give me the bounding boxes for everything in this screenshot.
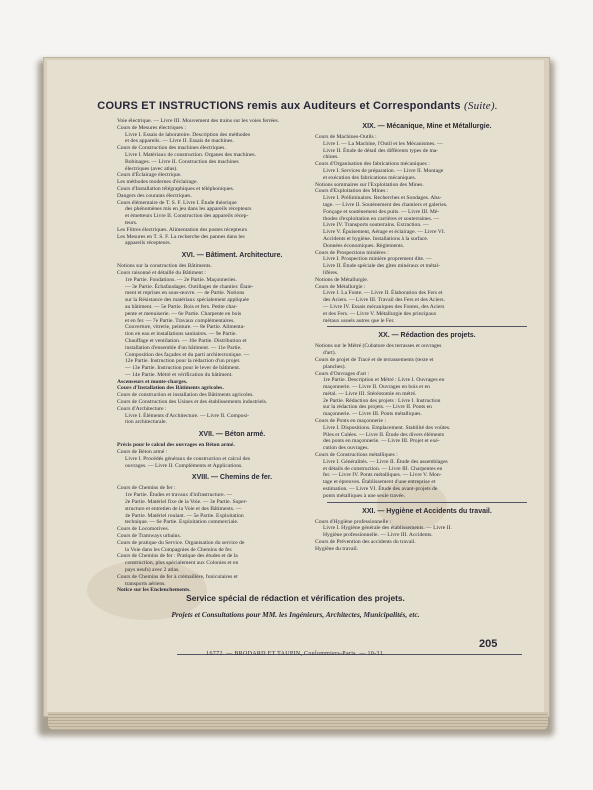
catalog-line: Cours d'Installation télégraphiques et téléphoniques.: [117, 185, 235, 192]
catalog-line: la Voie dans les Compagnies de Chemins de fer.: [125, 546, 233, 553]
catalog-line: Livre V. Épuisement, Aérage et éclairage. — Livre VI.: [323, 229, 446, 236]
catalog-line: tage et épreuves. Établissement d'une entreprise et: [323, 479, 436, 486]
catalog-line: Hygiène du travail.: [315, 545, 359, 552]
catalog-line: 2e Partie. Rédaction des projets : Livre I. Instruction: [323, 397, 441, 404]
catalog-line: Cours de Chemins de fer : Pratique des études et de la: [117, 553, 238, 560]
catalog-line: Notice sur les Enclenchements.: [117, 587, 191, 594]
catalog-line: Cours de Ponts en maçonnerie :: [315, 418, 386, 425]
catalog-line: ouvrages. — Livre II. Compléments et Applications.: [125, 462, 243, 469]
document-page: [47, 60, 544, 712]
right-column: [315, 118, 539, 553]
page-title-suite: (Suite).: [464, 100, 498, 112]
catalog-line: Les méthodes modernes d'éclairage.: [117, 179, 198, 186]
catalog-line: Ascenseurs et monte-charges.: [117, 378, 188, 385]
catalog-line: Cours de Chemins de fer :: [117, 485, 176, 492]
catalog-line: Les Mesures en T. S. F. La recherche des pannes dans les: [117, 233, 245, 240]
catalog-line: des ponts en maçonnerie. — Livre III. Projet et exé-: [323, 438, 440, 445]
projets-line: Projets et Consultations pour MM. les Ingénieurs, Architectes, Municipalités, etc.: [171, 610, 420, 619]
catalog-line: maçonnerie. — Livre II. Ouvrages en bois et en: [323, 384, 430, 391]
catalog-line: Cours d'Organisation des fabrications mécaniques :: [315, 161, 430, 168]
catalog-line: pente et menuiserie. — 6e Partie. Charpente en bois: [125, 310, 242, 317]
catalog-line: thodes d'exploitation en carrières et souterraines. —: [323, 215, 440, 222]
catalog-line: Cours de Constructions métalliques :: [315, 452, 398, 459]
printer-line: 16772. — BRODARD ET TAUPIN, Coulommiers-Paris. — 10-31.: [206, 651, 385, 657]
catalog-line: Fonçage et soutènement des puits. — Livre III. Mé-: [323, 208, 440, 215]
catalog-line: Données économiques. Règlements.: [323, 242, 405, 249]
catalog-line: sur la rédaction des projets. — Livre II. Ponts en: [323, 404, 432, 411]
catalog-line: des Aciers. — Livre III. Travail des Fers et des Aciers.: [323, 297, 445, 304]
catalog-line: 2e Partie. Matériel fixe de la Voie. — 3e Partie. Super-: [125, 499, 248, 506]
catalog-line: Cours de Tramways urbains.: [117, 533, 182, 540]
catalog-line: Cours de Prospections minières :: [315, 249, 389, 256]
catalog-line: Les Filtres électriques. Alimentation des postes récepteurs: [117, 226, 248, 233]
catalog-line: Chauffage et ventilation. — 10e Partie. Distribution et: [125, 337, 247, 344]
catalog-line: Livre I. Hygiène générale des établissements. — Livre II.: [323, 525, 452, 532]
catalog-line: Cours de Béton armé :: [117, 449, 168, 456]
catalog-line: Livre I. Procédés généraux de construction et calcul des: [125, 455, 251, 462]
catalog-line: Cours raisonné et détaillé du Bâtiment :: [117, 269, 206, 276]
catalog-line: construction, plus spécialement aux Colonies et en: [125, 560, 239, 567]
catalog-line: 1re Partie. Fondations. — 2e Partie. Maçonneries.: [125, 276, 237, 283]
page-header: [57, 100, 538, 112]
catalog-line: Cours d'Hygiène professionnelle :: [315, 518, 392, 525]
catalog-line: Cours de Locomotives.: [117, 526, 170, 533]
catalog-line: maçonnerie. — Livre III. Ponts métalliques.: [323, 411, 422, 418]
catalog-line: Cours de Prévention des accidents du travail.: [315, 539, 416, 546]
catalog-line: Livre I. Généralités. — Livre II. Étude des assemblages: [323, 458, 448, 465]
catalog-line: Livre I. Services de préparation. — Livre II. Montage: [323, 167, 444, 174]
catalog-line: Cours d'Architecture :: [117, 405, 167, 412]
catalog-line: et en fer. — 7e Partie. Travaux complémentaires.: [125, 317, 235, 324]
catalog-line: Cours de pratique du Service. Organisation du service de: [117, 539, 245, 546]
catalog-line: Dangers des courants électriques.: [117, 192, 192, 199]
catalog-line: Livre I. La Fonte. — Livre II. Élaboration des Fers et: [323, 290, 443, 297]
page-edges: [48, 712, 548, 730]
catalog-line: — 3e Partie. Échafaudages. Outillages de chantier. Étaie-: [125, 283, 254, 290]
catalog-line: Cours d'Exploitation des Mines :: [315, 188, 389, 195]
catalog-line: Piles et Culées. — Livre II. Étude des divers éléments: [323, 431, 445, 438]
catalog-line: pays neufs) avec 2 atlas.: [125, 567, 180, 574]
left-column: [117, 118, 347, 594]
catalog-line: Cours de Construction des machines électriques.: [117, 145, 226, 152]
section-divider: [327, 502, 527, 503]
section-heading: XVI. — Bâtiment. Architecture.: [181, 252, 283, 260]
catalog-line: métal. — Livre III. Stéréotomie en métré.: [323, 390, 417, 397]
catalog-line: et des Fers. — Livre V. Métallurgie des principaux: [323, 310, 437, 317]
catalog-line: estimation. — Livre VI. Étude des avant-projets de: [323, 486, 438, 493]
catalog-line: métaux usuels autres que le Fer.: [323, 317, 395, 324]
catalog-line: et détails de construction. — Livre III. Charpentes en: [323, 465, 443, 472]
catalog-line: et des appareils. — Livre II. Essais de machines.: [125, 138, 234, 145]
catalog-line: Cours de Chemins de fer à crémaillère, funiculaires et: [117, 573, 238, 580]
catalog-line: technique. — 6e Partie. Exploitation commerciale.: [125, 519, 239, 526]
catalog-line: — 13e Partie. Instruction pour le lever de bâtiment.: [125, 365, 241, 372]
catalog-line: Cours de projet de Tracé et de terrassements (texte et: [315, 356, 434, 363]
catalog-line: Livre I. Dispositions. Emplacement. Stabilité des voûtes.: [323, 424, 451, 431]
catalog-line: Notions sommaires sur l'Exploitation des Mines.: [315, 181, 424, 188]
catalog-line: Notions de Métallurgie.: [315, 276, 369, 283]
catalog-line: lifères.: [323, 269, 339, 276]
catalog-line: Livre I. Éléments d'Architecture. — Livre II. Composi-: [125, 412, 250, 419]
catalog-line: — 14e Partie. Métré et vérification du bâtiment.: [125, 371, 233, 378]
catalog-line: Cours d'Éclairage électrique.: [117, 172, 182, 179]
catalog-line: sur la Résistance des matériaux spécialement appliquée: [125, 297, 249, 304]
catalog-line: Cours d'Installation des Bâtiments agricoles.: [117, 385, 224, 392]
catalog-line: transports aériens.: [125, 580, 166, 587]
catalog-line: Cours de Machines-Outils :: [315, 134, 377, 140]
catalog-line: Couverture, vitrerie, peinture. — 8e Partie. Alimenta-: [125, 324, 245, 331]
catalog-line: — Livre IV. Essais mécaniques des Fontes, des Aciers: [323, 303, 445, 310]
catalog-line: fer. — Livre IV. Ponts métalliques. — Livre V. Mon-: [323, 472, 442, 479]
catalog-line: tion en eau et installations sanitaires. — 9e Partie.: [125, 331, 237, 338]
catalog-line: Bobinages. — Livre II. Construction des machines: [125, 158, 239, 165]
catalog-line: cution des ouvrages.: [323, 445, 369, 452]
catalog-line: Cours de Métallurgie :: [315, 283, 366, 290]
page-title: COURS ET INSTRUCTIONS remis aux Auditeurs et Correspondants: [97, 100, 461, 112]
catalog-line: 1re Partie. Description et Métré : Livre I. Ouvrages en: [323, 377, 445, 384]
catalog-line: Livre I. Matériaux de construction. Organes des machines.: [125, 151, 256, 158]
catalog-line: 4e Partie. Matériel roulant. — 5e Partie. Exploitation: [125, 512, 244, 519]
catalog-line: d'art).: [323, 350, 336, 357]
catalog-line: Cours d'Ouvrages d'art :: [315, 370, 370, 377]
section-heading: XVII. — Béton armé.: [198, 431, 266, 439]
catalog-line: ment et reprises en sous-œuvre. — 4e Partie. Notions: [125, 290, 245, 297]
page-number: 205: [479, 638, 498, 650]
catalog-line: Cours de Mesures électriques :: [117, 124, 186, 131]
catalog-line: Livre I. Essais de laboratoire. Description des méthodes: [125, 131, 251, 138]
catalog-line: Notions sur le Métré (Cubature des terrasses et ouvrages: [315, 343, 442, 350]
catalog-line: installation d'ensemble d'un bâtiment. — 11e Partie.: [125, 344, 242, 351]
catalog-line: Livre I. Préliminaires. Recherches et Sondages. Aba-: [323, 195, 442, 202]
catalog-line: chines.: [323, 154, 339, 161]
catalog-line: 12e Partie. Instruction pour la rédaction d'un projet.: [125, 358, 241, 365]
section-divider: [327, 326, 527, 327]
catalog-line: structure et entretien de la Voie et des Bâtiments. —: [125, 505, 242, 512]
service-heading: Service spécial de rédaction et vérification des projets.: [186, 593, 405, 603]
catalog-line: Cours élémentaire de T. S. F. Livre I. Étude théorique: [117, 199, 237, 206]
catalog-line: et émetteurs Livre II. Construction des appareils récep-: [125, 213, 249, 220]
catalog-line: Voie électrique. — Livre III. Mouvement des trains sur les voies ferrées.: [117, 118, 280, 124]
section-heading: XIX. — Mécanique, Mine et Métallurgie.: [362, 123, 492, 130]
catalog-line: au bâtiment. — 5e Partie. Bois et fers. Petite char-: [125, 303, 238, 310]
catalog-line: Cours de construction et installation des Bâtiments agricoles.: [117, 392, 254, 399]
catalog-line: Composition des façades et du parti architectonique. —: [125, 351, 250, 358]
catalog-line: Livre IV. Transports souterrains. Extraction. —: [323, 222, 429, 229]
catalog-line: Livre II. Étude spéciale des gîtes minéraux et métal-: [323, 263, 440, 270]
catalog-line: électriques (avec atlas).: [125, 165, 178, 172]
section-heading: XXI. — Hygiène et Accidents du travail.: [362, 507, 492, 515]
section-heading: XX. — Rédaction des projets.: [378, 332, 476, 340]
catalog-line: des phénomènes mis en jeu dans les appareils récepteurs: [125, 206, 252, 213]
catalog-line: tage. — Livre II. Soutènement des chantiers et galeries.: [323, 201, 448, 208]
section-heading: XVIII. — Chemins de fer.: [191, 474, 273, 482]
catalog-line: appareils récepteurs.: [125, 240, 171, 247]
catalog-line: Précis pour le calcul des ouvrages en Béton armé.: [117, 442, 235, 449]
catalog-line: Notions sur la construction des Bâtiments.: [117, 263, 212, 270]
catalog-line: et exécution des fabrications mécaniques.: [323, 174, 417, 181]
catalog-line: ponts métalliques à une seule travée.: [323, 492, 406, 499]
catalog-line: Livre II. Étude de détail des différents types de ma-: [323, 147, 439, 154]
catalog-line: Cours de Construction des Usines et des établissements industriels.: [117, 399, 268, 406]
catalog-line: tion architecturale.: [125, 419, 167, 426]
catalog-line: Livre I. — La Machine, l'Outil et les Mécanismes. —: [323, 140, 443, 147]
catalog-line: 1re Partie. Études et travaux d'infrastructure. —: [125, 492, 232, 499]
catalog-line: Hygiène professionnelle. — Livre III. Accidents.: [323, 532, 433, 539]
catalog-line: planches).: [323, 363, 346, 370]
catalog-line: teurs.: [125, 219, 138, 226]
catalog-line: Livre I. Prospection minière proprement dite. —: [323, 256, 432, 263]
catalog-line: Accidents et hygiène. Installations à la surface.: [323, 235, 429, 242]
